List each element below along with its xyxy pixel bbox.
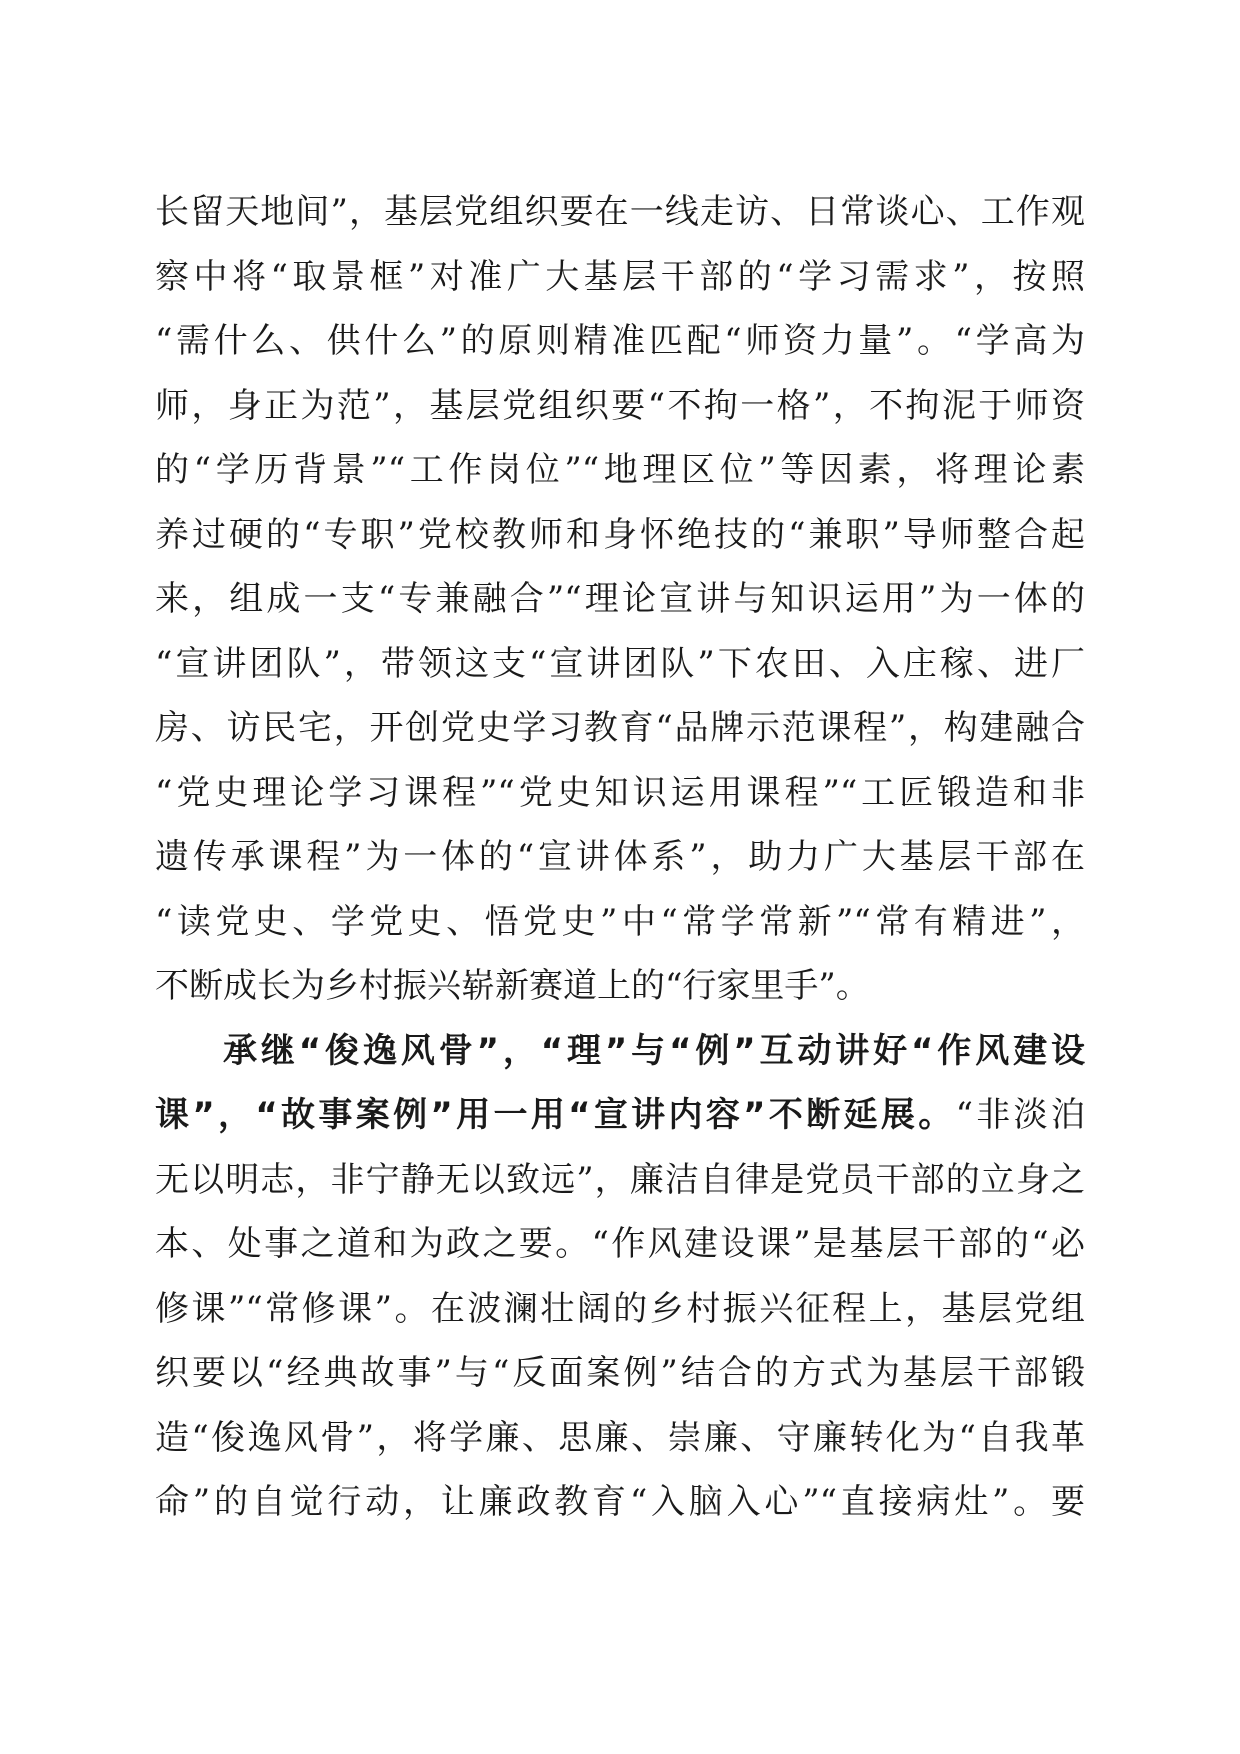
text-line: 房、访民宅，开创党史学习教育“品牌示范课程”，构建融合 xyxy=(155,708,1085,748)
text-line: “读党史、学党史、悟党史”中“常学常新”“常有精进”， xyxy=(155,901,1085,942)
text-line: 本、处事之道和为政之要。“作风建设课”是基层干部的“必 xyxy=(155,1224,1085,1264)
text-line: 的“学历背景”“工作岗位”“地理区位”等因素，将理论素 xyxy=(155,450,1085,490)
text-line: 造“俊逸风骨”，将学廉、思廉、崇廉、守廉转化为“自我革 xyxy=(155,1417,1085,1458)
text-line: 养过硬的“专职”党校教师和身怀绝技的“兼职”导师整合起 xyxy=(155,514,1085,555)
text-line: 命”的自觉行动，让廉政教育“入脑入心”“直接病灶”。要 xyxy=(155,1482,1085,1522)
mixed-heading-line xyxy=(155,1083,1085,1148)
text-line: 修课”“常修课”。在波澜壮阔的乡村振兴征程上，基层党组 xyxy=(155,1288,1085,1329)
text-line: “需什么、供什么”的原则精准匹配“师资力量”。“学高为 xyxy=(155,321,1085,361)
text-line: 遗传承课程”为一体的“宣讲体系”，助力广大基层干部在 xyxy=(155,837,1085,877)
text-line: “党史理论学习课程”“党史知识运用课程”“工匠锻造和非 xyxy=(155,772,1085,813)
text-line: 师，身正为范”，基层党组织要“不拘一格”，不拘泥于师资 xyxy=(155,385,1085,426)
section-heading-line: 承继“俊逸风骨”，“理”与“例”互动讲好“作风建设 xyxy=(223,1030,1085,1071)
text-line: 察中将“取景框”对准广大基层干部的“学习需求”，按照 xyxy=(155,256,1085,297)
body-text xyxy=(155,180,1085,1535)
text-line: “宣讲团队”，带领这支“宣讲团队”下农田、入庄稼、进厂 xyxy=(155,643,1085,684)
text-line: 来，组成一支“专兼融合”“理论宣讲与知识运用”为一体的 xyxy=(155,579,1085,619)
text-line: 不断成长为乡村振兴崭新赛道上的“行家里手”。 xyxy=(155,966,870,1006)
section-heading-text: 课”，“故事案例”用一用“宣讲内容”不断延展。 xyxy=(155,1095,956,1135)
text-line: 长留天地间”，基层党组织要在一线走访、日常谈心、工作观 xyxy=(155,192,1085,232)
text-line: 织要以“经典故事”与“反面案例”结合的方式为基层干部锻 xyxy=(155,1353,1085,1393)
text-run: “非淡泊 xyxy=(955,1095,1085,1135)
text-line: 无以明志，非宁静无以致远”，廉洁自律是党员干部的立身之 xyxy=(155,1159,1085,1200)
